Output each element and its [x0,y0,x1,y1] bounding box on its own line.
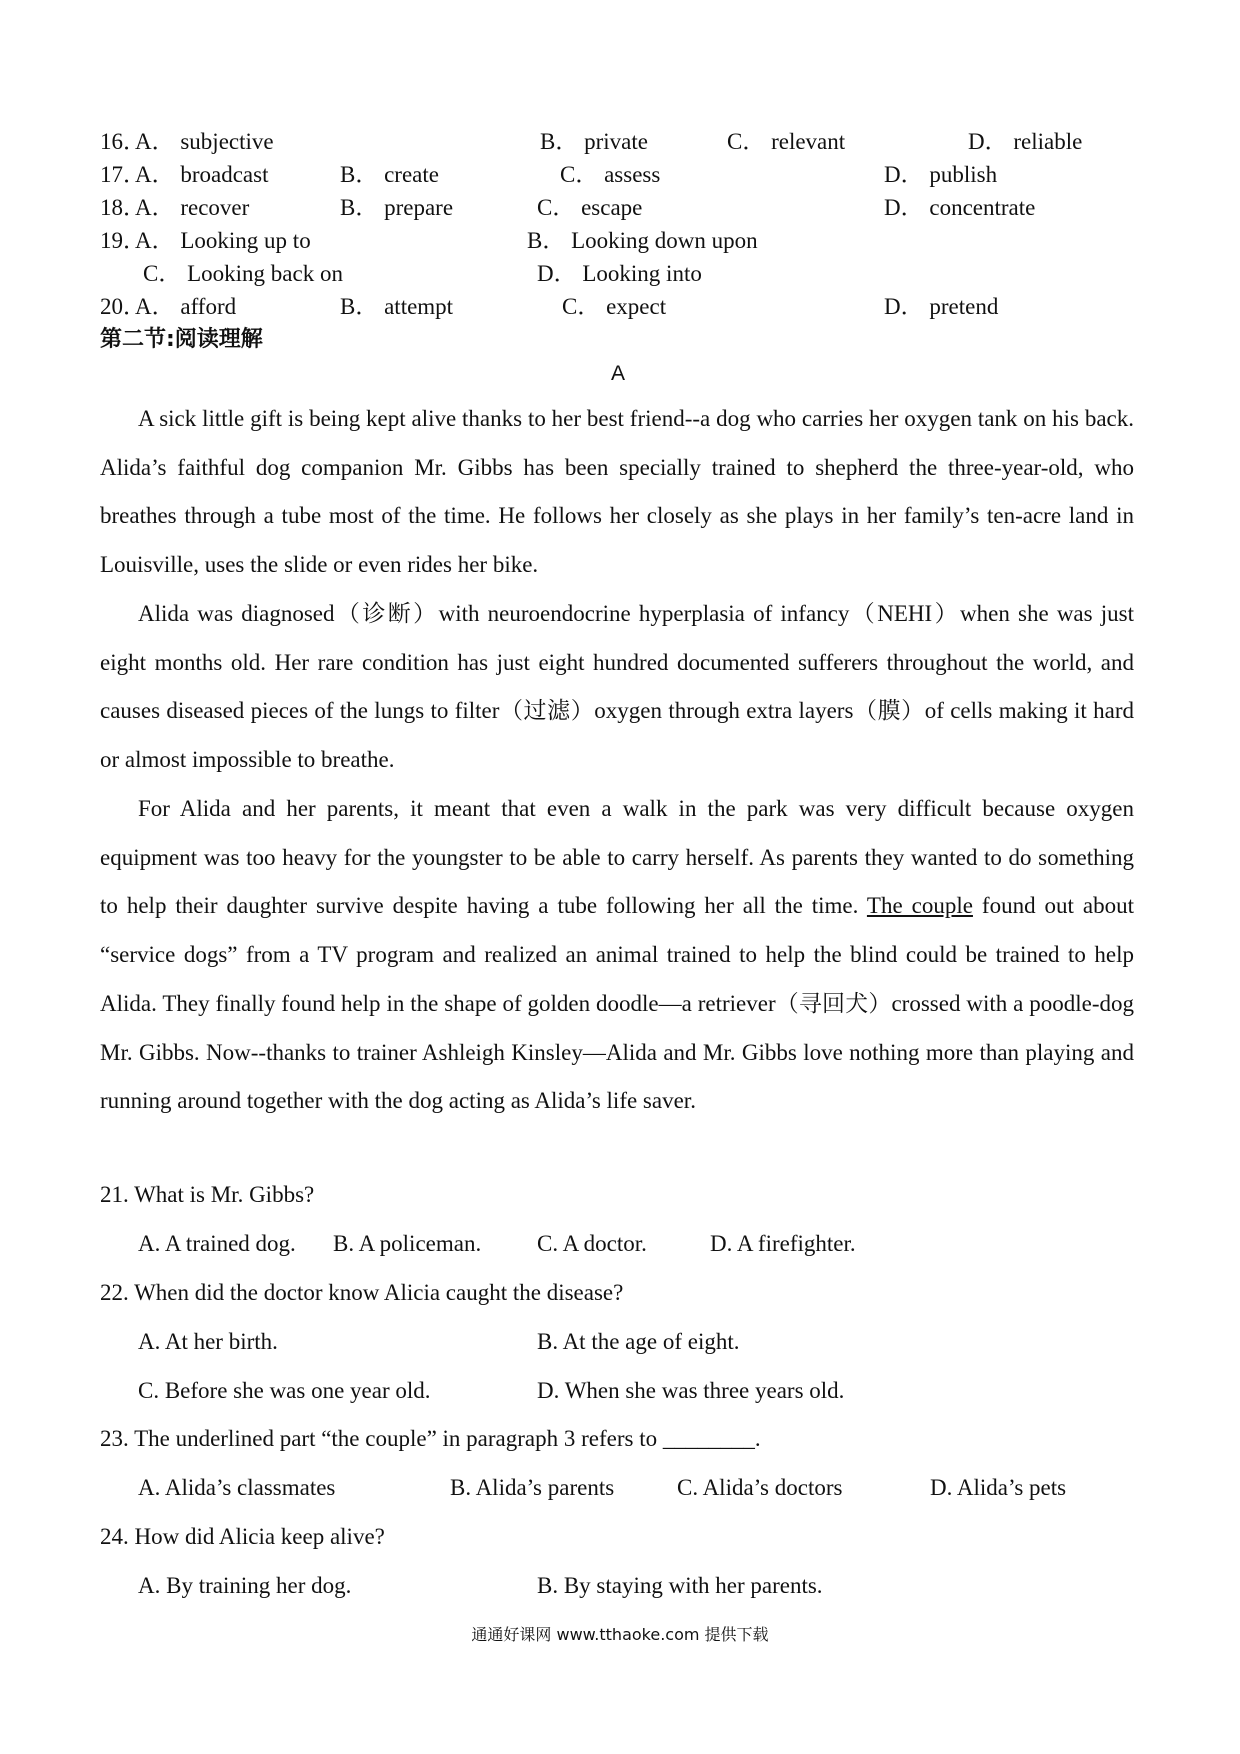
option-row-16 [100,123,1140,156]
passage-paragraph-1: A sick little gift is being kept alive thanks to her best friend--a dog who carries her oxygen tank on his back. Alida’s faithful dog companion Mr. Gibbs has been specially trained to shepherd the three-year-old, who breathes through a tube most of the time. He follows her closely as she plays in her family’s ten-acre land in Louisville, uses the slide or even rides her bike. [100,406,1134,578]
q21-option-a: A. A trained dog. [138,1231,296,1256]
q22-option-a: A. At her birth. [138,1329,278,1354]
question-number: 18． [100,195,146,220]
question-number: 19． [100,228,146,253]
question-24: 24. How did Alicia keep alive? [100,1524,385,1549]
question-21: 21. What is Mr. Gibbs? [100,1182,315,1207]
q24-option-a: A. By training her dog. [138,1573,352,1598]
q23-option-d: D. Alida’s pets [930,1475,1067,1500]
option-a: A． afford [135,294,237,319]
option-d: D． pretend [884,294,999,319]
q22-option-b: B. At the age of eight. [537,1329,740,1354]
option-a: A． Looking up to [135,228,311,253]
option-b: B． private [540,129,648,154]
passage-label: A [611,362,626,385]
question-23: 23. The underlined part “the couple” in paragraph 3 refers to ________. [100,1426,761,1451]
question-number: 20． [100,294,146,319]
passage-paragraph-3 [100,785,1134,1126]
q21-option-b: B. A policeman. [333,1231,482,1256]
option-b: B． create [340,162,439,187]
q23-option-a: A. Alida’s classmates [138,1475,336,1500]
option-c: C． assess [560,162,661,187]
underlined-phrase: The couple [866,893,973,919]
q23-option-b: B. Alida’s parents [450,1475,615,1500]
option-row-19-cont [100,255,1140,288]
option-a: A． broadcast [135,162,269,187]
cloze-options [100,123,1140,321]
q22-option-c: C. Before she was one year old. [138,1378,431,1403]
option-row-19 [100,222,1140,255]
option-row-20 [100,288,1140,321]
option-d: D． reliable [968,129,1083,154]
option-d: D． publish [884,162,998,187]
question-number: 16． [100,129,146,154]
option-b: B． attempt [340,294,454,319]
option-c: C． expect [562,294,667,319]
option-b: B． Looking down upon [527,228,758,253]
page-footer: 通通好课网 www.tthaoke.com 提供下载 [471,1625,769,1644]
q22-option-d: D. When she was three years old. [537,1378,845,1403]
passage-paragraph-2: Alida was diagnosed（诊断）with neuroendocrine hyperplasia of infancy（NEHI）when she was just eight months old. Her rare condition has just eight hundred documented sufferers throughout the world, and causes diseased pieces of the lungs to filter（过滤）oxygen through extra layers（膜）of cells making it hard or almost impossible to breathe. [100,601,1134,773]
option-a: A． subjective [135,129,274,154]
question-number: 17． [100,162,146,187]
q24-option-b: B. By staying with her parents. [537,1573,823,1598]
q21-option-c: C. A doctor. [537,1231,647,1256]
option-c: C． Looking back on [143,261,343,286]
question-22: 22. When did the doctor know Alicia caught the disease? [100,1280,624,1305]
q21-option-d: D. A firefighter. [710,1231,856,1256]
option-c: C． escape [537,195,643,220]
paragraph-text: found out about “service dogs” from a TV program and realized an animal trained to help the blind could be trained to help Alida. They finally found help in the shape of golden doodle—a retriever（寻回犬）crossed with a poodle-dog Mr. Gibbs. Now--thanks to trainer Ashleigh Kinsley—Alida and Mr. Gibbs love nothing more than playing and running around together with the dog acting as Alida’s life saver. [100,893,1134,1114]
option-a: A． recover [135,195,250,220]
option-c: C． relevant [727,129,846,154]
q23-option-c: C. Alida’s doctors [677,1475,843,1500]
option-row-17 [100,156,1140,189]
paragraph-text: For Alida and her parents, it meant that even a walk in the park was very difficult because oxygen equipment was too heavy for the youngster to be able to carry herself. As parents they wanted to do something to help their daughter survive despite having a tube following her all the time. [100,796,1134,919]
option-row-18 [100,189,1140,222]
section-heading: 第二节:阅读理解 [100,327,263,352]
option-b: B． prepare [340,195,454,220]
option-d: D． concentrate [884,195,1036,220]
option-d: D． Looking into [537,261,702,286]
